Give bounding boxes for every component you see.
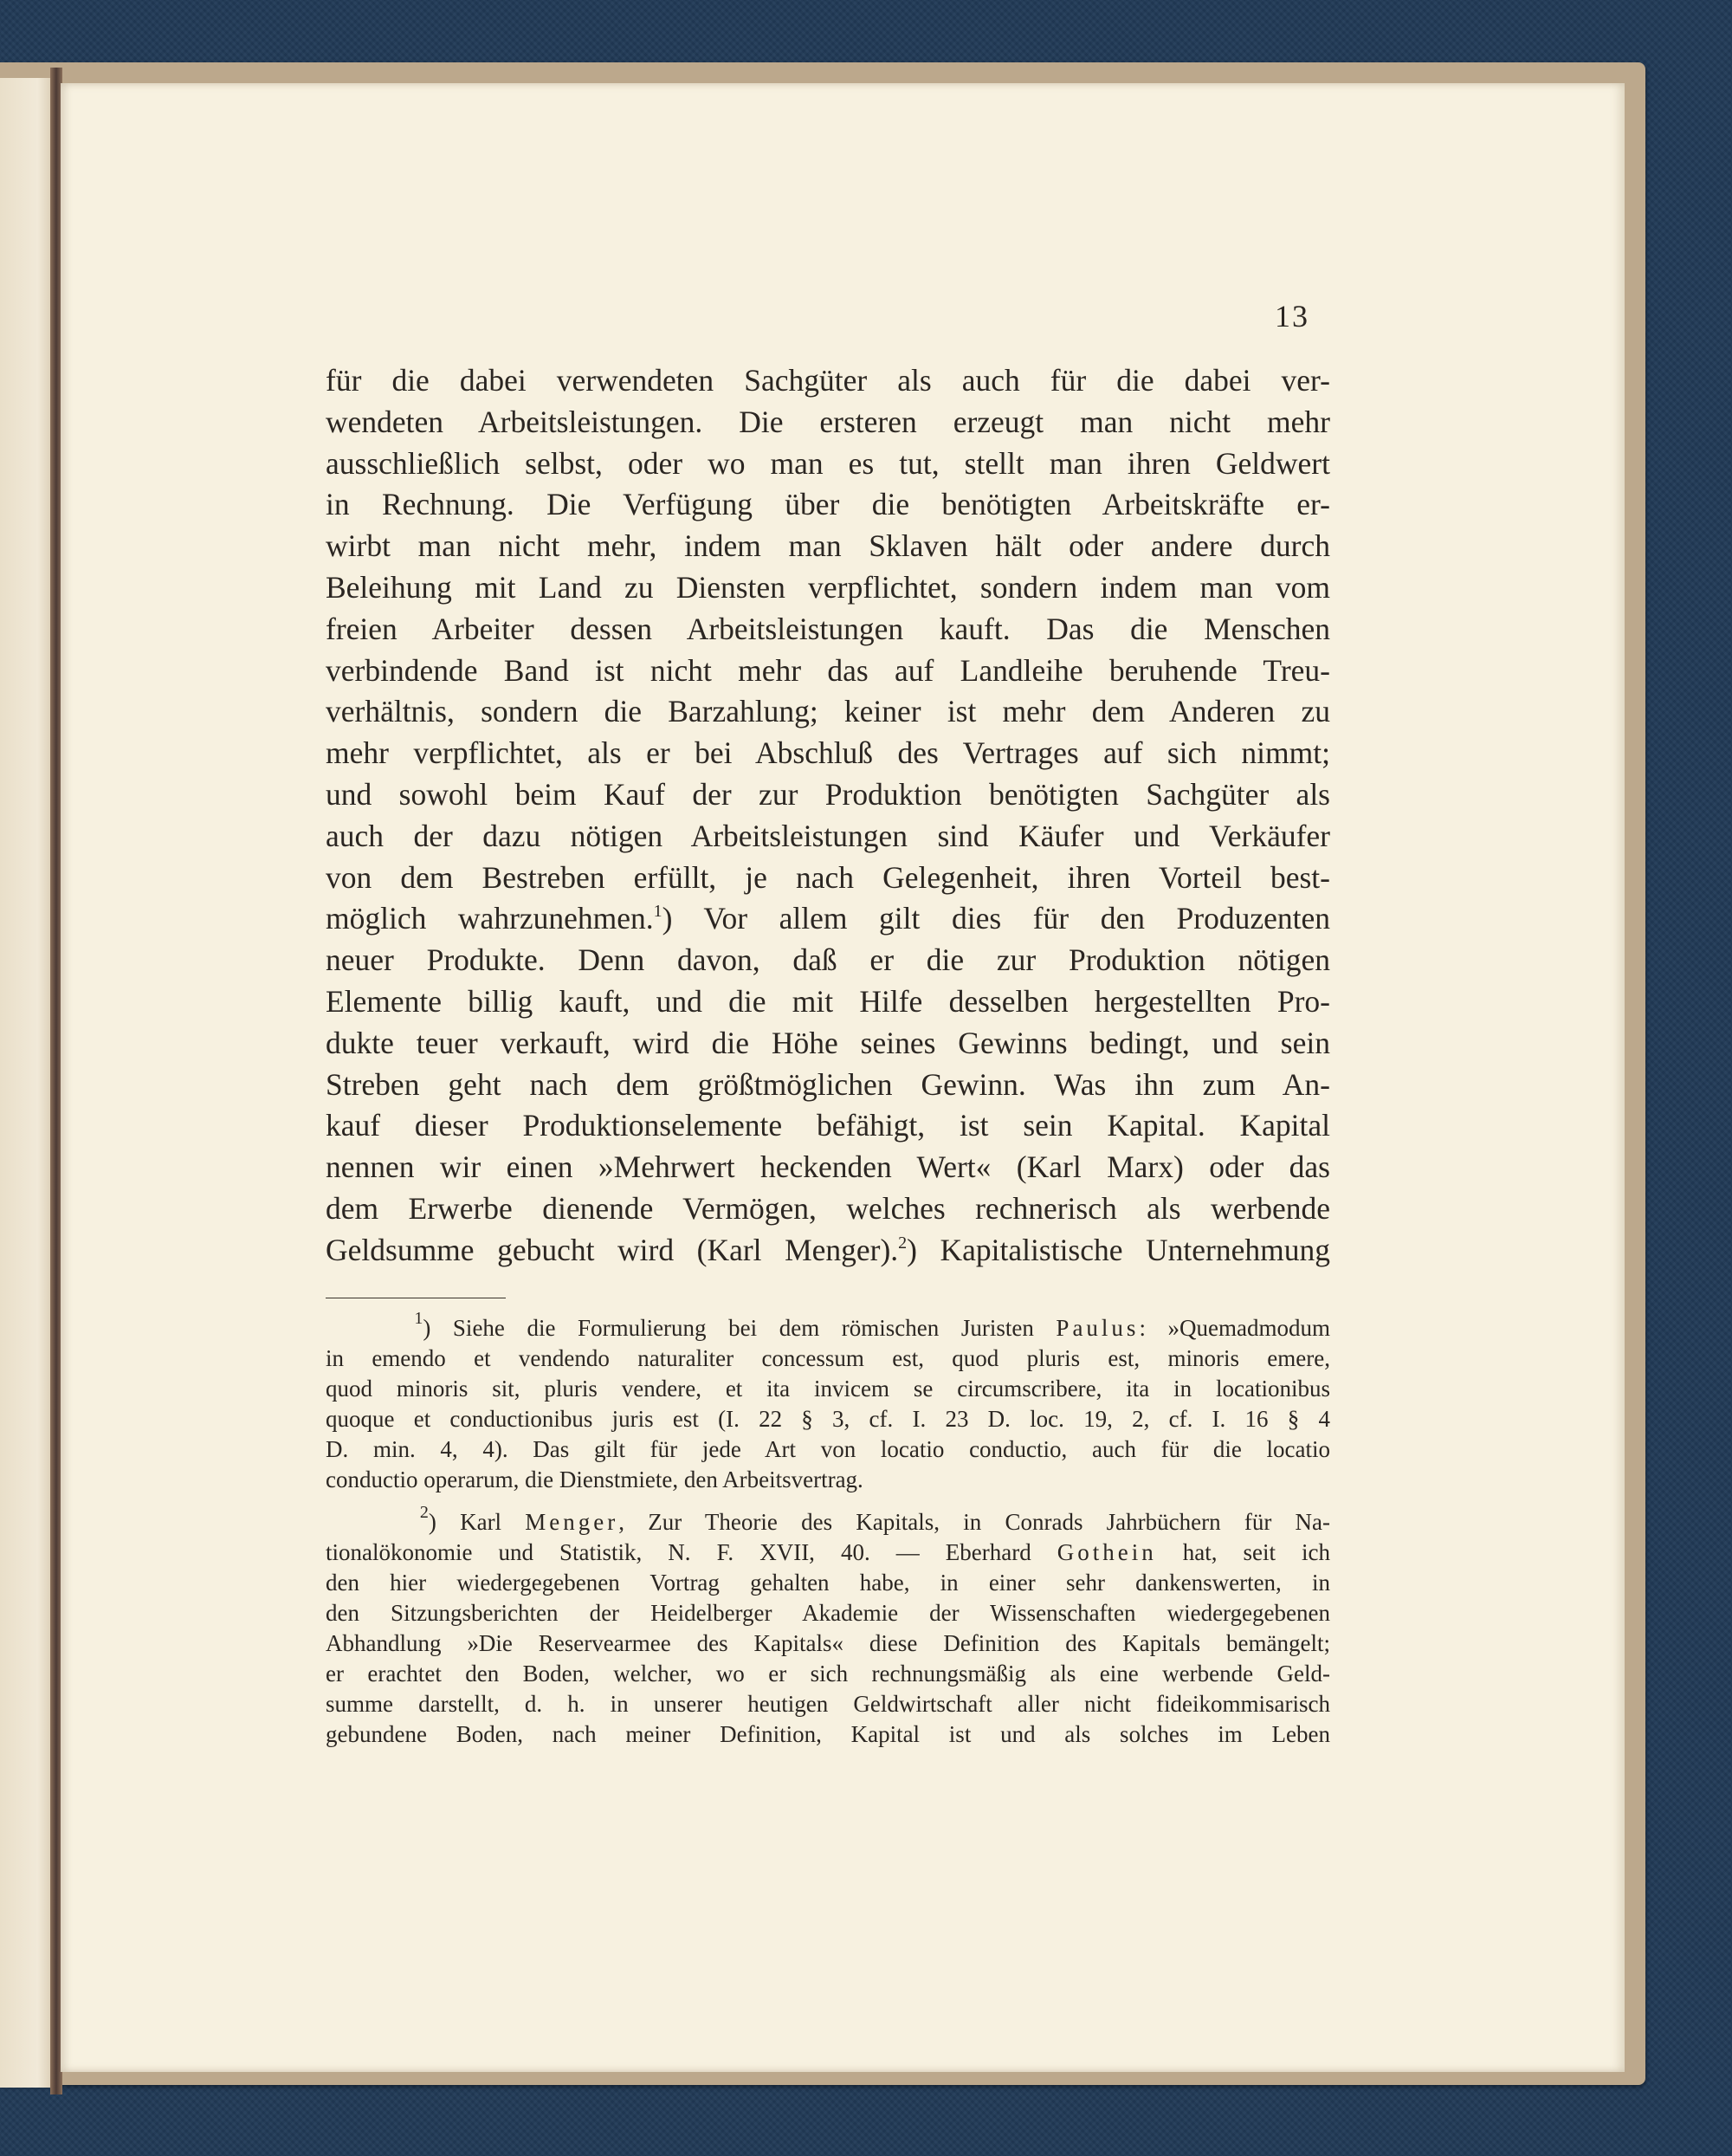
text-fragment: ) Kapitalistische Unternehmung [907,1232,1330,1267]
text-fragment: : »Quemadmodum [1139,1315,1330,1341]
text-line: auch der dazu nötigen Arbeitsleistungen sind Käufer und Verkäufer [326,818,1330,853]
footnote-line: gebundene Boden, nach meiner Definition, Kapital ist und als solches im Leben [326,1721,1330,1747]
text-fragment: ) Vor allem gilt dies für den Produzenten [662,901,1330,936]
text-line: freien Arbeiter dessen Arbeitsleistungen kauft. Das die Menschen [326,611,1330,646]
footnote-marker: 2 [419,1503,429,1522]
spaced-name: Paulus [1056,1315,1140,1341]
footnote-ref-2: 2 [898,1233,908,1253]
text-line: ausschließlich selbst, oder wo man es tut, stellt man ihren Geldwert [326,445,1330,481]
text-fragment: , Zur Theorie des Kapitals, in Conrads Jahrbüchern für Na- [618,1509,1331,1535]
footnote-line: quod minoris sit, pluris vendere, et ita invicem se circumscribere, ita in locationibus [326,1376,1330,1402]
spaced-name: Menger [525,1509,619,1535]
footnote-ref-1: 1 [653,902,662,922]
footnote-line: conductio operarum, die Dienstmiete, den Arbeitsvertrag. [326,1466,863,1492]
text-fragment: Geldsumme gebucht wird (Karl Menger). [326,1232,899,1267]
text-line: in Rechnung. Die Verfügung über die benötigten Arbeitskräfte er- [326,487,1330,522]
footnote-line [326,1309,1330,1343]
text-line: mehr verpflichtet, als er bei Abschluß des Vertrages auf sich nimmt; [326,735,1330,771]
footnote-marker: 1 [414,1309,423,1328]
footnote-line: D. min. 4, 4). Das gilt für jede Art von locatio conductio, auch für die locatio [326,1436,1330,1462]
text-fragment: tionalökonomie und Statistik, N. F. XVII, 40. — Eberhard [326,1539,1057,1565]
text-line: Elemente billig kauft, und die mit Hilfe desselben hergestellten Pro- [326,983,1330,1019]
text-line: nennen wir einen »Mehrwert heckenden Wert« (Karl Marx) oder das [326,1149,1330,1185]
text-line: und sowohl beim Kauf der zur Produktion benötigten Sachgüter als [326,776,1330,812]
text-line-with-footnote-ref [326,1230,1330,1272]
spaced-name: Gothein [1057,1539,1157,1565]
footnote-line [326,1538,1330,1568]
text-line: Beleihung mit Land zu Diensten verpflichtet, sondern indem man vom [326,569,1330,605]
page-number: 13 [1275,299,1309,333]
footnote-line: den Sitzungsberichten der Heidelberger Akademie der Wissenschaften wiedergegebenen [326,1600,1330,1626]
footnote-line: Abhandlung »Die Reservearmee des Kapitals« diese Definition des Kapitals bemängelt; [326,1630,1330,1656]
text-line: wirbt man nicht mehr, indem man Sklaven hält oder andere durch [326,528,1330,564]
footnote-1 [326,1309,1330,1495]
main-text [326,360,1330,1272]
text-line: verhältnis, sondern die Barzahlung; keiner ist mehr dem Anderen zu [326,694,1330,729]
text-line: kauf dieser Produktionselemente befähigt, ist sein Kapital. Kapital [326,1108,1330,1143]
footnote-line: den hier wiedergegebenen Vortrag gehalten habe, in einer sehr dankenswerten, in [326,1570,1330,1596]
footnote-line: er erachtet den Boden, welcher, wo er sich rechnungsmäßig als eine werbende Geld- [326,1661,1330,1687]
text-line: für die dabei verwendeten Sachgüter als auch für die dabei ver- [326,363,1330,398]
text-line: wendeten Arbeitsleistungen. Die ersteren erzeugt man nicht mehr [326,404,1330,439]
text-fragment: hat, seit ich [1156,1539,1331,1565]
text-line-with-footnote-ref [326,898,1330,940]
footnote-line: summe darstellt, d. h. in unserer heutigen Geldwirtschaft aller nicht fideikommisarisch [326,1691,1330,1717]
footnote-2 [326,1503,1331,1750]
footnotes [326,1309,1331,1762]
text-line: verbindende Band ist nicht mehr das auf Landleihe beruhende Treu- [326,652,1330,688]
text-fragment: ) Karl [428,1509,526,1535]
previous-page-edge [0,78,54,2088]
text-line: neuer Produkte. Denn davon, daß er die zur Produktion nötigen [326,942,1330,978]
text-fragment: ) Siehe die Formulierung bei dem römischen Juristen [423,1315,1057,1341]
text-line: von dem Bestreben erfüllt, je nach Gelegenheit, ihren Vorteil best- [326,859,1330,895]
footnote-line: in emendo et vendendo naturaliter concessum est, quod pluris est, minoris emere, [326,1345,1330,1371]
text-line: dukte teuer verkauft, wird die Höhe seines Gewinns bedingt, und sein [326,1025,1330,1060]
text-line: Streben geht nach dem größtmöglichen Gewinn. Was ihn zum An- [326,1066,1330,1102]
footnote-line [326,1503,1331,1538]
text-fragment: möglich wahrzunehmen. [326,901,654,936]
text-line: dem Erwerbe dienende Vermögen, welches rechnerisch als werbende [326,1190,1330,1226]
footnote-line: quoque et conductionibus juris est (I. 22 § 3, cf. I. 23 D. loc. 19, 2, cf. I. 16 § 4 [326,1406,1330,1432]
